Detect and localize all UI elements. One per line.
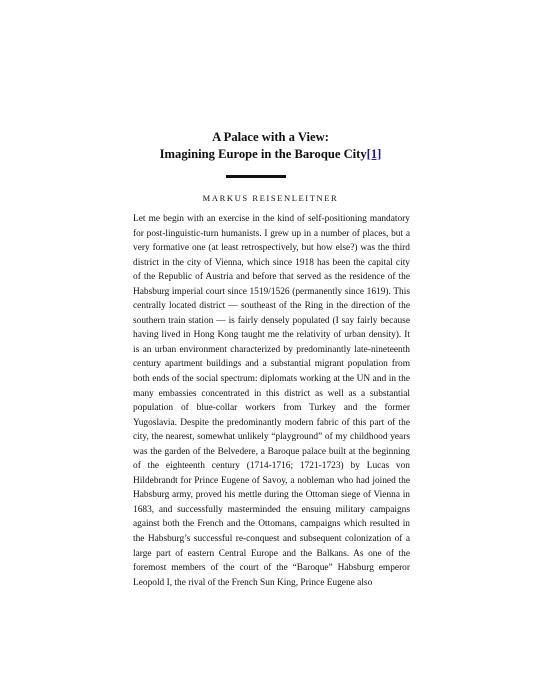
paper-title <box>0 129 541 163</box>
footnote-link[interactable]: [1] <box>366 147 382 161</box>
author-name: MARKUS REISENLEITNER <box>202 193 339 203</box>
title-line-2 <box>0 146 541 163</box>
body-paragraph: Let me begin with an exercise in the kind of self-positioning mandatory for post-linguistic-turn humanists. I grew up in a number of places, but a very formative one (at least retrospectively, but how else?) was the third district in the city of Vienna, which since 1918 has been the capital city of the Republic of Austria and before that served as the residence of the Habsburg imperial court since 1519/1526 (permanently since 1619). This centrally located district — southeast of the Ring in the direction of the southern train station — is fairly densely populated (I say fairly because having lived in Hong Kong taught me the relativity of urban density). It is an urban environment characterized by predominantly late-nineteenth century apartment buildings and a substantial migrant population from both ends of the social spectrum: diplomats working at the UN and in the many embassies concentrated in this district as well as a substantial population of blue-collar workers from Turkey and the former Yugoslavia. Despite the predominantly modern fabric of this part of the city, the nearest, somewhat unlikely “playground” of my childhood years was the garden of the Belvedere, a Baroque palace built at the beginning of the eighteenth century (1714-1716; 1721-1723) by Lucas von Hildebrandt for Prince Eugene of Savoy, a nobleman who had joined the Habsburg army, proved his mettle during the Ottoman siege of Vienna in 1683, and successfully masterminded the ensuing military campaigns against both the French and the Ottomans, campaigns which resulted in the Habsburg’s successful re-conquest and subsequent colonization of a large part of eastern Central Europe and the Balkans. As one of the foremost members of the court of the “Baroque” Habsburg emperor Leopold I, the rival of the French Sun King, Prince Eugene also <box>133 214 410 588</box>
title-line-1: A Palace with a View: <box>212 130 329 144</box>
title-divider <box>226 175 286 178</box>
title-line-2-text: Imagining Europe in the Baroque City <box>159 147 367 161</box>
